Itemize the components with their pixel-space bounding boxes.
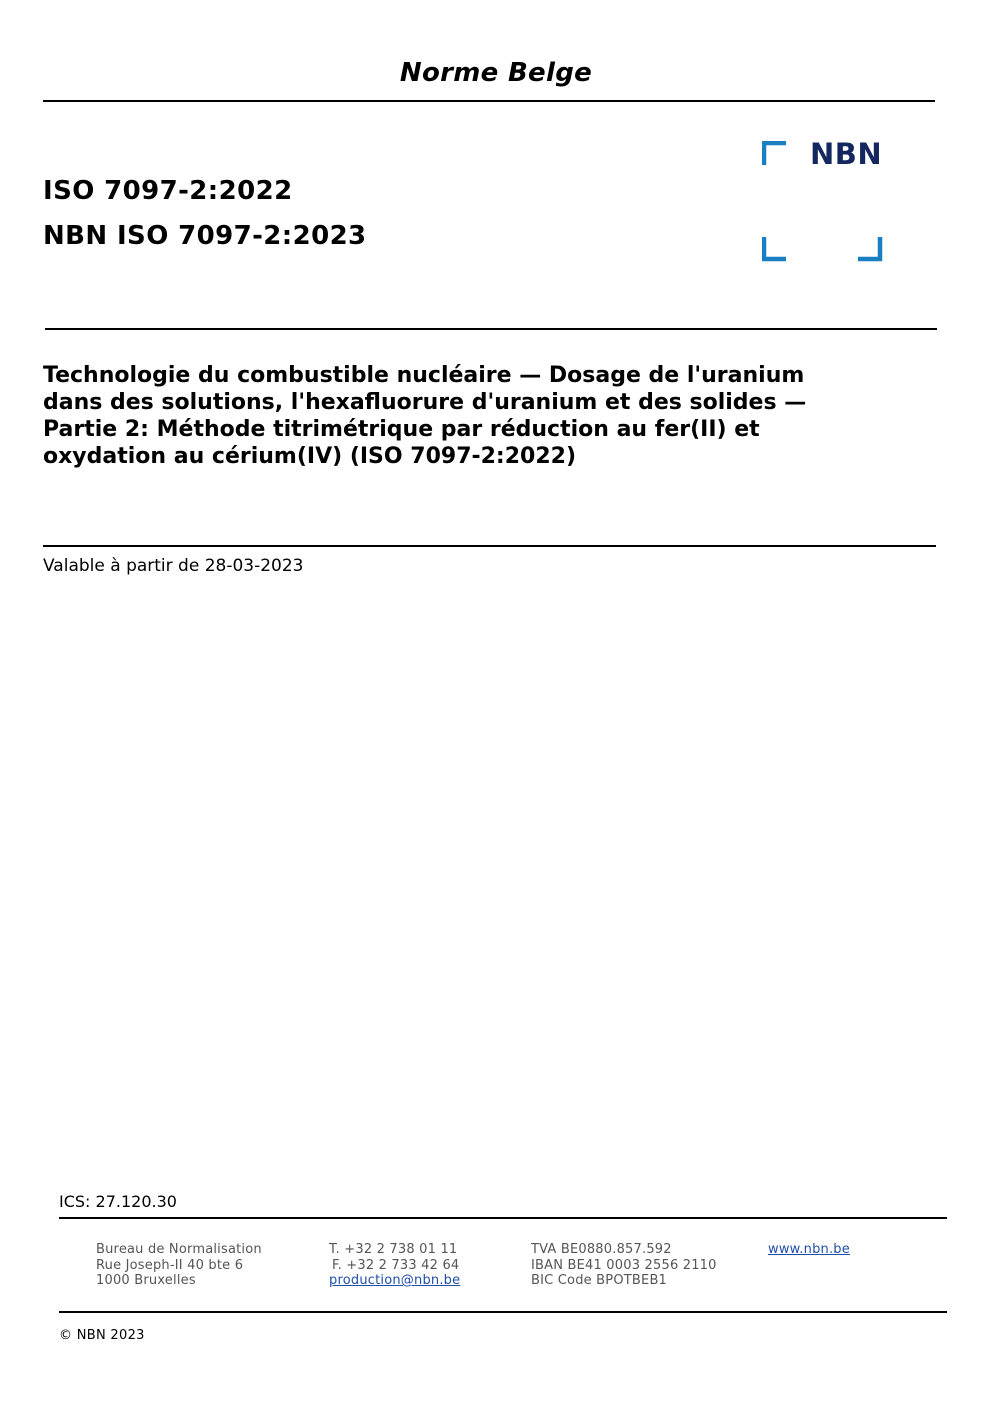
ics-code: ICS: 27.120.30: [59, 1192, 177, 1211]
footer-bottom-divider: [59, 1311, 947, 1313]
phone-number: T. +32 2 738 01 11: [329, 1242, 458, 1257]
footer-address: [96, 1242, 262, 1289]
logo-text: NBN: [810, 137, 883, 171]
footer-bank: [531, 1242, 717, 1289]
validity-divider: [43, 545, 936, 547]
title-line: oxydation au cérium(IV) (ISO 7097-2:2022): [43, 444, 577, 469]
header-divider: [43, 100, 935, 102]
title-line: Partie 2: Méthode titrimétrique par réduction au fer(II) et: [43, 417, 760, 442]
document-type-heading: Norme Belge: [399, 58, 593, 88]
title-top-divider: [45, 328, 937, 330]
iso-code: ISO 7097-2:2022: [43, 176, 293, 206]
footer-top-divider: [59, 1217, 947, 1219]
validity-date: Valable à partir de 28-03-2023: [43, 556, 304, 576]
title-line: Technologie du combustible nucléaire — Dosage de l'uranium: [43, 363, 805, 388]
nbn-code: NBN ISO 7097-2:2023: [43, 221, 367, 251]
iban-number: IBAN BE41 0003 2556 2110: [531, 1257, 717, 1273]
website-link[interactable]: www.nbn.be: [768, 1242, 850, 1257]
document-title: [43, 362, 923, 470]
nbn-logo: [762, 137, 886, 265]
footer-contact: [329, 1242, 460, 1289]
footer-web: [768, 1242, 850, 1258]
fax-number: F. +32 2 733 42 64: [332, 1257, 460, 1273]
address-line: Bureau de Normalisation: [96, 1242, 262, 1257]
tva-number: TVA BE0880.857.592: [531, 1242, 672, 1257]
title-line: dans des solutions, l'hexafluorure d'uranium et des solides —: [43, 390, 807, 415]
address-line: Rue Joseph-II 40 bte 6: [96, 1257, 244, 1273]
bic-code: BIC Code BPOTBEB1: [531, 1273, 668, 1288]
email-link[interactable]: production@nbn.be: [329, 1273, 461, 1288]
address-line: 1000 Bruxelles: [96, 1273, 196, 1288]
copyright: © NBN 2023: [59, 1328, 145, 1343]
